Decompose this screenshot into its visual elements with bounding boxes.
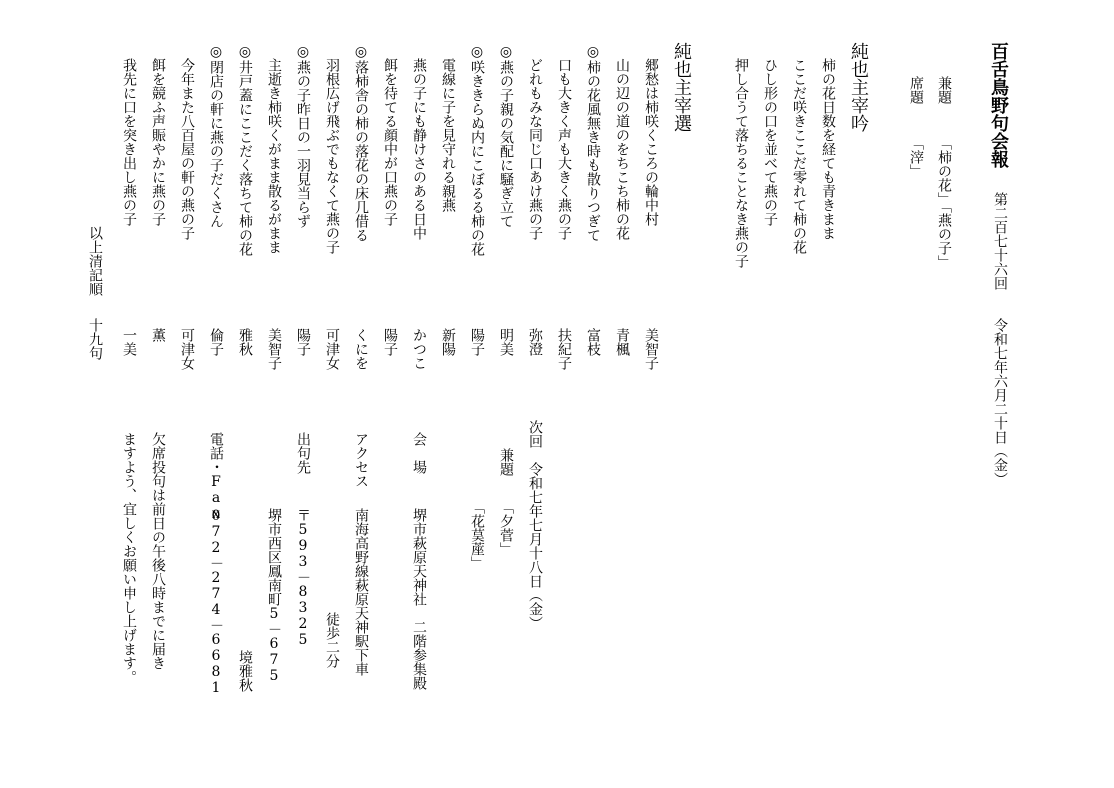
haiku-text: ◎柿の花風無き時も散りつぎて — [585, 44, 601, 242]
haiku-author: 雅秋 — [237, 328, 253, 356]
haiku-author: 明美 — [498, 328, 514, 356]
haiku-text: ◎閉店の軒に燕の子だくさん — [208, 44, 224, 228]
haiku-text: 口も大きく声も大きく燕の子 — [556, 58, 572, 240]
haiku-author: 富枝 — [585, 328, 601, 356]
haiku-text: 餌を競ふ声賑やかに燕の子 — [150, 58, 166, 226]
chief-poem: 押し合うて落ちることなき燕の子 — [733, 58, 749, 268]
access-label: アクセス — [353, 432, 369, 488]
haiku-author: 陽子 — [469, 328, 485, 356]
haiku-text: ◎咲ききらぬ内にこぼるる柿の花 — [469, 44, 485, 256]
haiku-text: 主逝き柿咲くがまま散るがまま — [266, 58, 282, 254]
selection-footer-count: 十九句 — [87, 318, 103, 360]
postal-code: 〒593－8325 — [295, 508, 311, 648]
haiku-author: 一美 — [121, 328, 137, 356]
selection-heading: 純也主宰選 — [671, 42, 692, 132]
absentee-note-line1: 欠席投句は前日の午後八時までに届き — [150, 432, 166, 670]
haiku-author: 弥澄 — [527, 328, 543, 356]
kendai-value: 「柿の花」「燕の子」 — [936, 136, 952, 269]
haiku-text: ◎落柿舎の柿の落花の床几借る — [353, 44, 369, 242]
haiku-author: 可津女 — [179, 328, 195, 370]
chief-poem: 柿の花日数を経ても青きまま — [820, 58, 836, 240]
haiku-text: 餌を待てる顔中が口燕の子 — [382, 58, 398, 226]
haiku-text: 燕の子にも静けさのある日中 — [411, 58, 427, 240]
next-meeting-date: 次回 令和七年七月十八日（金） — [527, 420, 543, 630]
selection-footer-label: 以上清記順 — [87, 226, 103, 296]
next-kendai-value-2: 「花茣蓙」 — [469, 500, 485, 570]
haiku-text: ◎燕の子昨日の一羽見当らず — [295, 44, 311, 228]
haiku-text: 今年また八百屋の軒の燕の子 — [179, 58, 195, 240]
access: 南海高野線萩原天神駅下車 — [353, 508, 369, 676]
haiku-author: かつこ — [411, 328, 427, 370]
sekidai-label: 席題 — [908, 76, 924, 104]
phone-label: 電話・Fax — [208, 432, 224, 522]
haiku-text: ◎燕の子親の気配に騒ぎ立て — [498, 44, 514, 228]
haiku-author: 陽子 — [295, 328, 311, 356]
submit-label: 出句先 — [295, 432, 311, 474]
haiku-author: 美智子 — [266, 328, 282, 370]
sekidai-value: 「滓」 — [908, 136, 924, 178]
haiku-author: 新陽 — [440, 328, 456, 356]
kendai-label: 兼題 — [936, 76, 952, 104]
haiku-author: 可津女 — [324, 328, 340, 370]
access-walk: 徒歩二分 — [324, 612, 340, 668]
haiku-author: 美智子 — [643, 328, 659, 370]
next-kendai-label: 兼題 — [498, 448, 514, 476]
phone: 072－274－6681 — [208, 508, 224, 696]
haiku-author: 倫子 — [208, 328, 224, 356]
haiku-text: ◎井戸蓋にここだく落ちて柿の花 — [237, 44, 253, 256]
haiku-author: 陽子 — [382, 328, 398, 356]
haiku-author: くにを — [353, 328, 369, 370]
haiku-text: 電線に子を見守れる親燕 — [440, 58, 456, 212]
chief-poems-heading: 純也主宰吟 — [848, 42, 869, 132]
venue-label: 会 場 — [411, 432, 427, 474]
haiku-author: 青楓 — [614, 328, 630, 356]
absentee-note-line2: ますよう、宜しくお願い申し上げます。 — [121, 432, 137, 684]
haiku-text: どれもみな同じ口あけ燕の子 — [527, 58, 543, 240]
next-kendai-value: 「夕菅」 — [498, 500, 514, 556]
haiku-text: 郷愁は柿咲くころの輪中村 — [643, 58, 659, 226]
haiku-author: 薫 — [150, 328, 166, 342]
address: 堺市西区鳳南町5－675 — [266, 508, 282, 684]
chief-poem: ここだ咲きここだ零れて柿の花 — [791, 58, 807, 254]
recipient: 境雅秋 — [237, 650, 253, 692]
chief-poem: ひし形の口を並べて燕の子 — [762, 58, 778, 226]
venue: 堺市萩原天神社 二階参集殿 — [411, 508, 427, 690]
haiku-text: 羽根広げ飛ぶでもなくて燕の子 — [324, 58, 340, 254]
haiku-text: 我先に口を突き出し燕の子 — [121, 58, 137, 226]
meeting-number: 第二百七十六回 — [992, 192, 1008, 290]
haiku-author: 扶紀子 — [556, 328, 572, 370]
haiku-text: 山の辺の道のをちこち柿の花 — [614, 58, 630, 240]
meeting-date: 令和七年六月二十日（金） — [992, 318, 1008, 486]
newsletter-title: 百舌鳥野句会報 — [988, 42, 1009, 168]
